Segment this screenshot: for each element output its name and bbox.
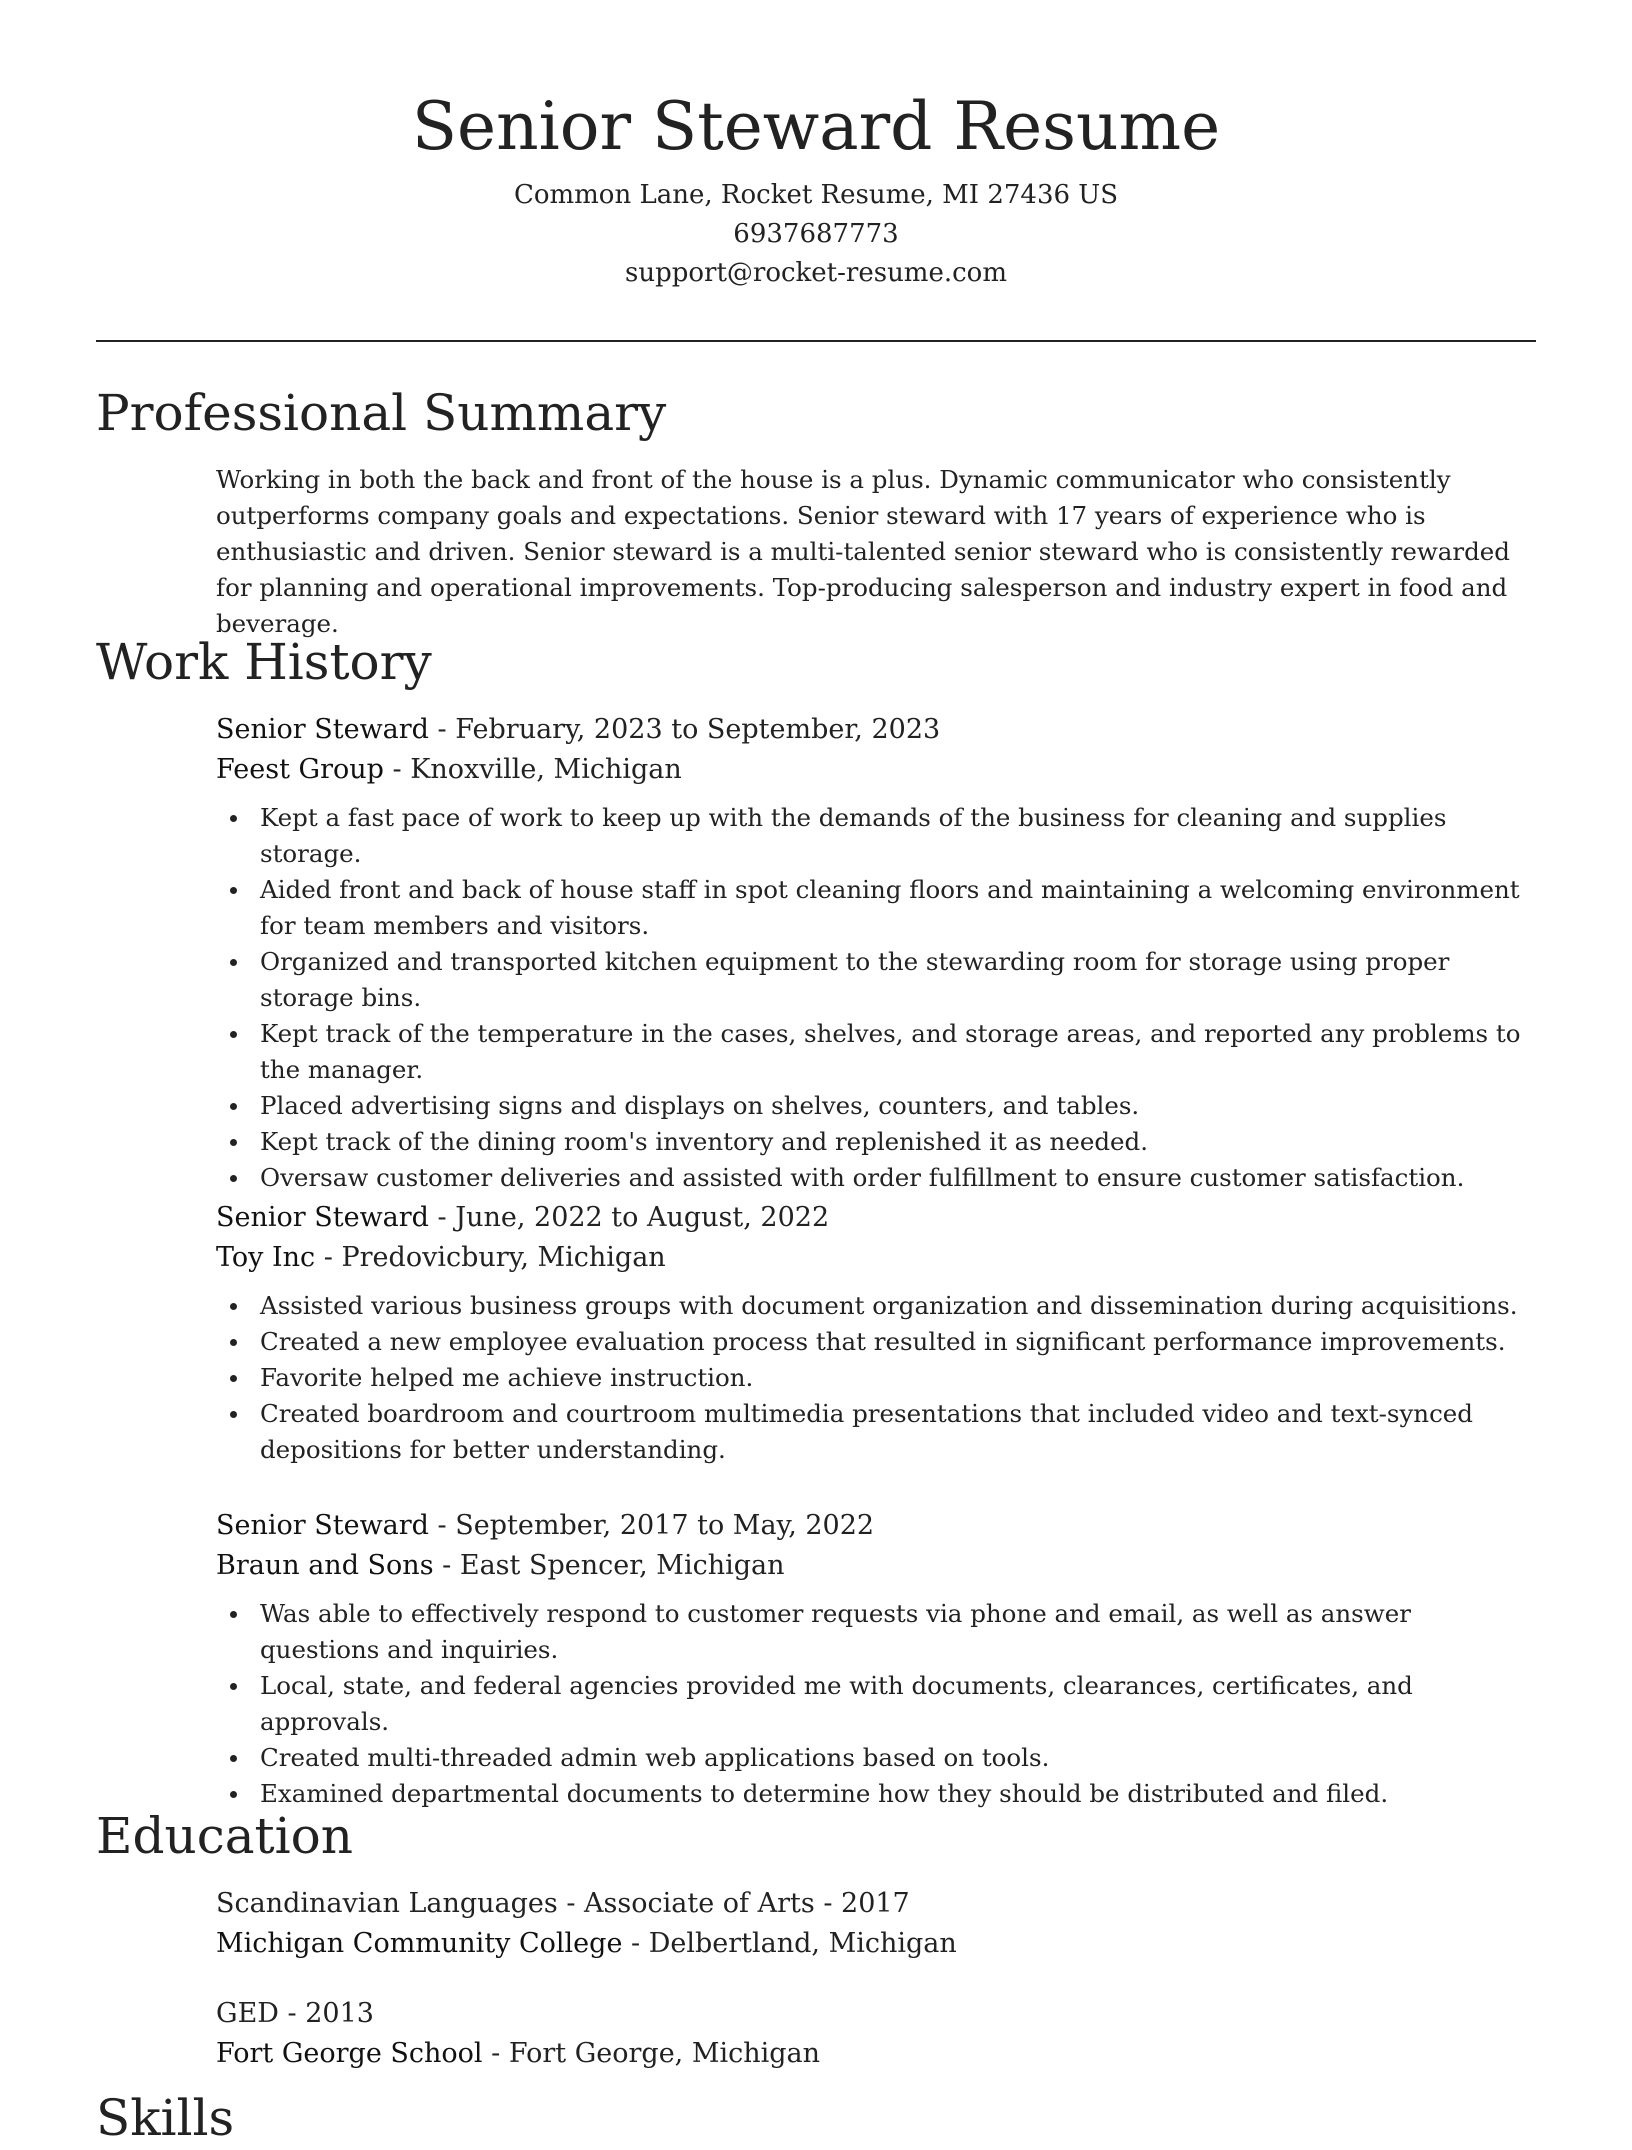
job-entry: [216, 1506, 1526, 1812]
job-bullets: [216, 1596, 1526, 1812]
job-location: East Spencer, Michigan: [459, 1550, 785, 1581]
job-bullets: [216, 800, 1526, 1196]
header-divider: [96, 340, 1536, 342]
section-title-education: Education: [96, 1807, 353, 1865]
bullet-item: Kept track of the temperature in the cases, shelves, and storage areas, and reported any problems to the manager.: [216, 1016, 1526, 1088]
job-dates: June, 2022 to August, 2022: [455, 1202, 830, 1233]
bullet-dot-icon: [230, 815, 237, 822]
education-school-line: Michigan Community College - Delbertland, Michigan: [216, 1928, 957, 1959]
section-title-skills: Skills: [96, 2089, 235, 2147]
bullet-item: Kept a fast pace of work to keep up with the demands of the business for cleaning and supplies storage.: [216, 800, 1526, 872]
summary-text: Working in both the back and front of the house is a plus. Dynamic communicator who consistently outperforms company goals and expectations. Senior steward with 17 years of experience who is enthusiastic and driven. Senior steward is a multi-talented senior steward who is consistently rewarded for planning and operational improvements. Top-producing salesperson and industry expert in food and beverage.: [216, 465, 1510, 638]
education-entry: [216, 1884, 1526, 1964]
job-title-line: Senior Steward - June, 2022 to August, 2022: [216, 1202, 830, 1233]
bullet-dot-icon: [230, 1755, 237, 1762]
contact-email: support@rocket-resume.com: [624, 258, 1007, 288]
job-location: Knoxville, Michigan: [410, 754, 682, 785]
education-school-line: Fort George School - Fort George, Michigan: [216, 2038, 821, 2069]
job-role: Senior Steward: [216, 1510, 429, 1541]
bullet-item: Assisted various business groups with document organization and dissemination during acquisitions.: [216, 1288, 1526, 1324]
job-location: Predovicbury, Michigan: [341, 1242, 666, 1273]
education-entry: [216, 1994, 1526, 2074]
education-degree-line: Scandinavian Languages - Associate of Arts - 2017: [216, 1888, 910, 1919]
education-degree-line: GED - 2013: [216, 1998, 374, 2029]
job-company-line: Braun and Sons - East Spencer, Michigan: [216, 1550, 785, 1581]
bullet-item: Favorite helped me achieve instruction.: [216, 1360, 1526, 1396]
job-company: Braun and Sons: [216, 1550, 434, 1581]
bullet-item: Examined departmental documents to determine how they should be distributed and filed.: [216, 1776, 1526, 1812]
education-school: Fort George School: [216, 2038, 483, 2069]
bullet-dot-icon: [230, 1791, 237, 1798]
section-title-summary: Professional Summary: [96, 384, 667, 442]
education-location: Fort George, Michigan: [508, 2038, 821, 2069]
bullet-dot-icon: [230, 1103, 237, 1110]
summary-block: [216, 462, 1526, 642]
job-company-line: Feest Group - Knoxville, Michigan: [216, 754, 682, 785]
bullet-item: Was able to effectively respond to customer requests via phone and email, as well as answer questions and inquiries.: [216, 1596, 1526, 1668]
bullet-dot-icon: [230, 1339, 237, 1346]
bullet-item: Created a new employee evaluation process that resulted in significant performance improvements.: [216, 1324, 1526, 1360]
bullet-item: Oversaw customer deliveries and assisted with order fulfillment to ensure customer satisfaction.: [216, 1160, 1526, 1196]
bullet-item: Placed advertising signs and displays on shelves, counters, and tables.: [216, 1088, 1526, 1124]
job-company: Feest Group: [216, 754, 384, 785]
bullet-dot-icon: [230, 1175, 237, 1182]
job-company-line: Toy Inc - Predovicbury, Michigan: [216, 1242, 666, 1273]
job-role: Senior Steward: [216, 714, 429, 745]
section-title-work-history: Work History: [96, 633, 432, 691]
job-role: Senior Steward: [216, 1202, 429, 1233]
job-title-line: Senior Steward - February, 2023 to September, 2023: [216, 714, 941, 745]
contact-address: Common Lane, Rocket Resume, MI 27436 US: [513, 180, 1119, 210]
job-bullets: [216, 1288, 1526, 1468]
bullet-item: Kept track of the dining room's inventory and replenished it as needed.: [216, 1124, 1526, 1160]
bullet-dot-icon: [230, 887, 237, 894]
job-dates: February, 2023 to September, 2023: [455, 714, 941, 745]
bullet-item: Created multi-threaded admin web applications based on tools.: [216, 1740, 1526, 1776]
bullet-dot-icon: [230, 1303, 237, 1310]
job-entry: [216, 1198, 1526, 1468]
contact-phone: 6937687773: [733, 219, 899, 249]
bullet-dot-icon: [230, 1611, 237, 1618]
bullet-dot-icon: [230, 1139, 237, 1146]
bullet-item: Aided front and back of house staff in spot cleaning floors and maintaining a welcoming environment for team members and visitors.: [216, 872, 1526, 944]
resume-header: [96, 82, 1536, 293]
job-entry: [216, 710, 1526, 1196]
bullet-dot-icon: [230, 1375, 237, 1382]
bullet-dot-icon: [230, 959, 237, 966]
bullet-dot-icon: [230, 1683, 237, 1690]
job-dates: September, 2017 to May, 2022: [455, 1510, 875, 1541]
bullet-item: Organized and transported kitchen equipment to the stewarding room for storage using proper storage bins.: [216, 944, 1526, 1016]
job-title-line: Senior Steward - September, 2017 to May, 2022: [216, 1510, 875, 1541]
education-location: Delbertland, Michigan: [648, 1928, 957, 1959]
education-school: Michigan Community College: [216, 1928, 623, 1959]
bullet-dot-icon: [230, 1411, 237, 1418]
resume-title: Senior Steward Resume: [411, 88, 1221, 165]
bullet-item: Created boardroom and courtroom multimedia presentations that included video and text-synced depositions for better understanding.: [216, 1396, 1526, 1468]
job-company: Toy Inc: [216, 1242, 316, 1273]
bullet-dot-icon: [230, 1031, 237, 1038]
bullet-item: Local, state, and federal agencies provided me with documents, clearances, certificates, and approvals.: [216, 1668, 1526, 1740]
